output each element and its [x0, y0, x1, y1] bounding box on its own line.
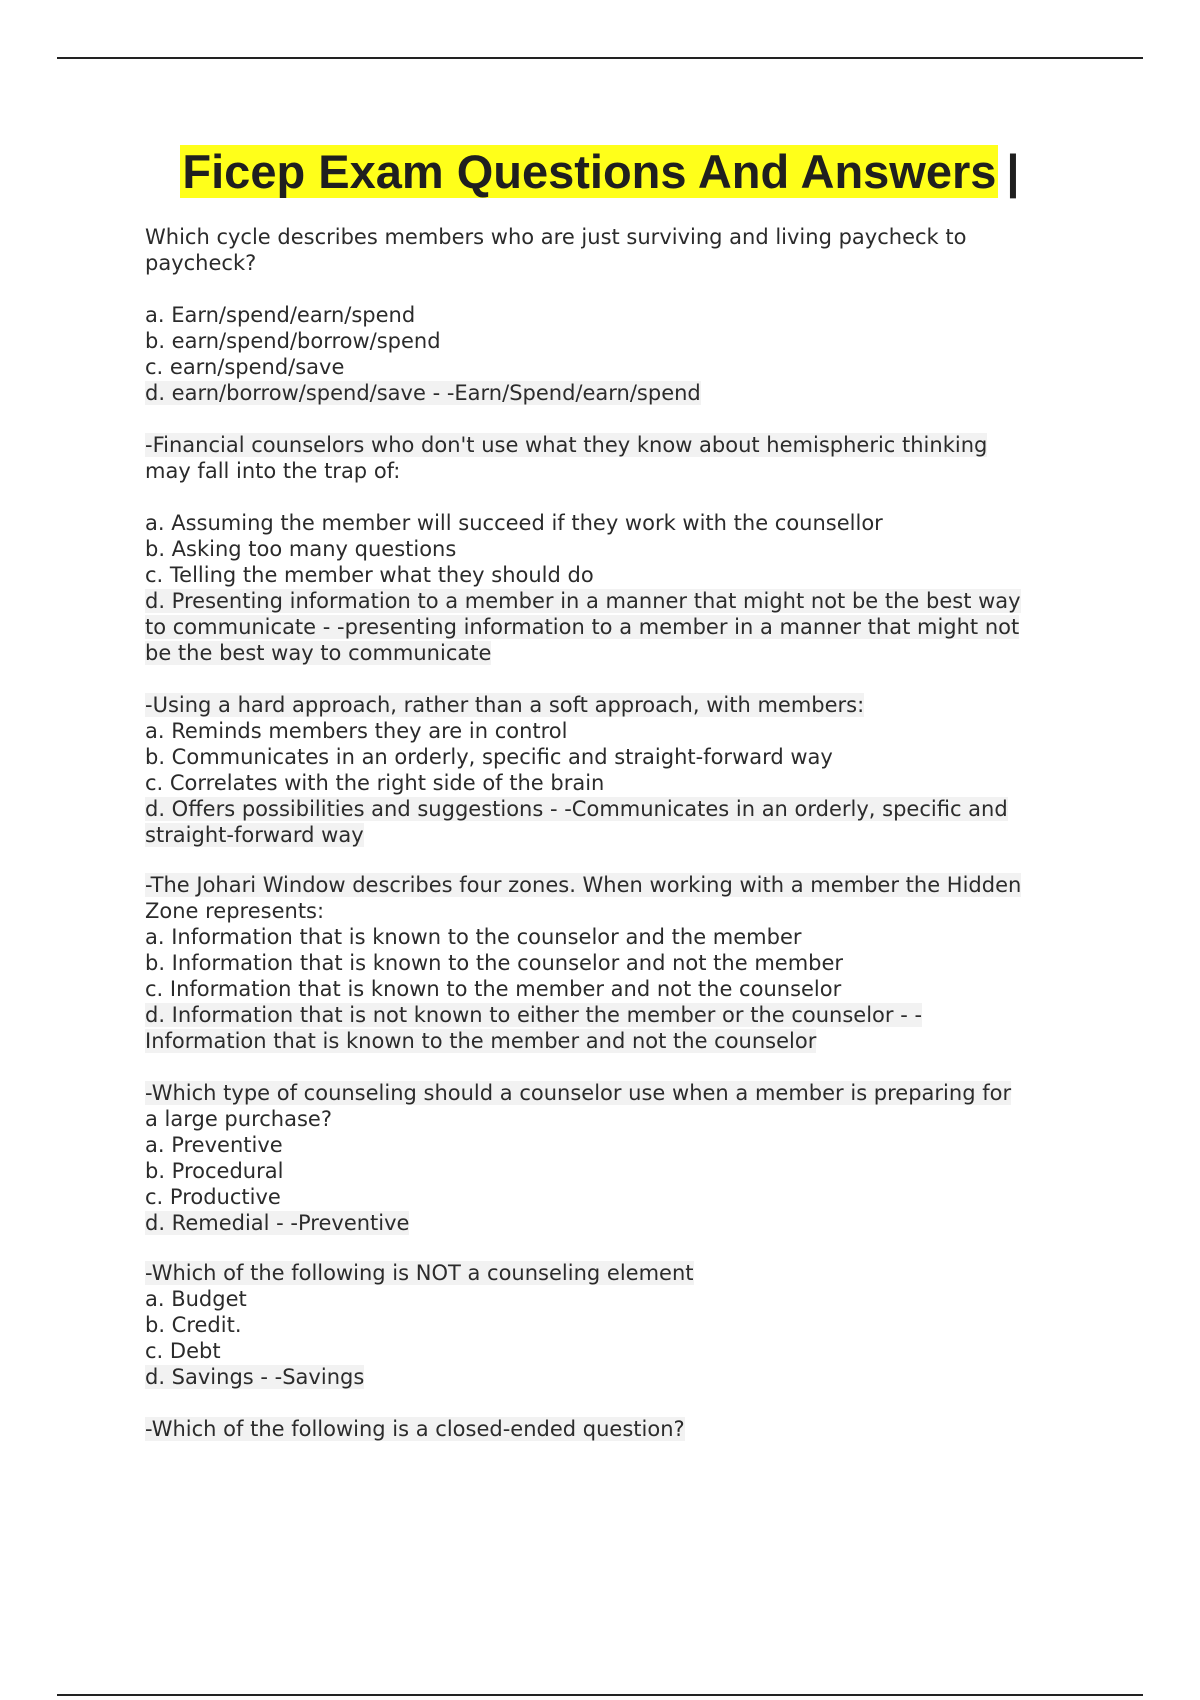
line-text: -Using a hard approach, rather than a soft approach, with members:	[145, 693, 865, 717]
title-highlight: Ficep Exam Questions And Answers	[182, 145, 997, 198]
text-line	[145, 614, 1085, 640]
line-text: c. Telling the member what they should do	[145, 563, 594, 587]
line-text: d. Offers possibilities and suggestions - -Communicates in an orderly, specific and	[145, 797, 1008, 821]
line-text: paycheck?	[145, 251, 257, 275]
title-suffix: |	[1006, 145, 1020, 198]
text-line	[145, 796, 1085, 822]
line-text: b. Information that is known to the counselor and not the member	[145, 951, 844, 975]
line-text: a. Assuming the member will succeed if they work with the counsellor	[145, 511, 883, 535]
text-line	[145, 1260, 1085, 1286]
paragraph-gap	[145, 848, 1085, 872]
text-line	[145, 224, 1085, 250]
text-block	[145, 1080, 1085, 1236]
text-line	[145, 536, 1085, 562]
text-line	[145, 458, 1085, 484]
text-line	[145, 250, 1085, 276]
line-text: c. Debt	[145, 1339, 221, 1363]
text-line	[145, 640, 1085, 666]
text-line	[145, 1210, 1085, 1236]
line-text: Zone represents:	[145, 899, 325, 923]
text-line	[145, 1080, 1085, 1106]
line-text: may fall into the trap of:	[145, 459, 401, 483]
line-text: b. Asking too many questions	[145, 537, 457, 561]
line-text: b. earn/spend/borrow/spend	[145, 329, 441, 353]
text-line	[145, 354, 1085, 380]
line-text: c. Information that is known to the member and not the counselor	[145, 977, 842, 1001]
text-line	[145, 1028, 1085, 1054]
text-line	[145, 924, 1085, 950]
line-text: c. Correlates with the right side of the brain	[145, 771, 605, 795]
paragraph-gap	[145, 276, 1085, 302]
line-text: a. Reminds members they are in control	[145, 719, 568, 743]
text-line	[145, 328, 1085, 354]
bottom-rule	[57, 1694, 1143, 1696]
text-line	[145, 302, 1085, 328]
text-block	[145, 432, 1085, 484]
paragraph-gap	[145, 1236, 1085, 1260]
line-text: -Which of the following is a closed-ended question?	[145, 1417, 685, 1441]
line-text: be the best way to communicate	[145, 641, 492, 665]
line-text: -Financial counselors who don't use what they know about hemispheric thinking	[145, 433, 988, 457]
line-text: c. Productive	[145, 1185, 281, 1209]
text-line	[145, 1184, 1085, 1210]
top-rule	[57, 57, 1143, 59]
text-line	[145, 1364, 1085, 1390]
line-text: b. Credit.	[145, 1313, 242, 1337]
text-block	[145, 692, 1085, 848]
paragraph-gap	[145, 406, 1085, 432]
text-block	[145, 510, 1085, 666]
text-line	[145, 898, 1085, 924]
paragraph-gap	[145, 484, 1085, 510]
line-text: d. Information that is not known to either the member or the counselor - -	[145, 1003, 923, 1027]
text-line	[145, 380, 1085, 406]
line-text: d. Savings - -Savings	[145, 1365, 365, 1389]
text-line	[145, 1158, 1085, 1184]
text-line	[145, 1312, 1085, 1338]
text-line	[145, 822, 1085, 848]
text-line	[145, 1286, 1085, 1312]
text-line	[145, 510, 1085, 536]
text-line	[145, 950, 1085, 976]
paragraph-gap	[145, 666, 1085, 692]
text-line	[145, 432, 1085, 458]
line-text: -The Johari Window describes four zones. When working with a member the Hidden	[145, 873, 1022, 897]
line-text: to communicate - -presenting information to a member in a manner that might not	[145, 615, 1020, 639]
text-line	[145, 872, 1085, 898]
text-block	[145, 872, 1085, 1054]
title-block	[0, 143, 1200, 201]
text-line	[145, 1002, 1085, 1028]
text-line	[145, 1416, 1085, 1442]
line-text: -Which of the following is NOT a counseling element	[145, 1261, 694, 1285]
line-text: b. Procedural	[145, 1159, 284, 1183]
text-block	[145, 1260, 1085, 1390]
line-text: a large purchase?	[145, 1107, 332, 1131]
paragraph-gap	[145, 1054, 1085, 1080]
text-line	[145, 718, 1085, 744]
text-line	[145, 562, 1085, 588]
line-text: -Which type of counseling should a counselor use when a member is preparing for	[145, 1081, 1012, 1105]
text-line	[145, 976, 1085, 1002]
line-text: a. Information that is known to the counselor and the member	[145, 925, 802, 949]
document-title	[180, 143, 1019, 201]
line-text: b. Communicates in an orderly, specific and straight-forward way	[145, 745, 833, 769]
line-text: d. earn/borrow/spend/save - -Earn/Spend/earn/spend	[145, 381, 701, 405]
line-text: Information that is known to the member and not the counselor	[145, 1029, 817, 1053]
line-text: a. Earn/spend/earn/spend	[145, 303, 416, 327]
question-list	[145, 224, 1085, 1442]
paragraph-gap	[145, 1390, 1085, 1416]
text-line	[145, 1338, 1085, 1364]
text-block	[145, 1416, 1085, 1442]
text-line	[145, 1106, 1085, 1132]
text-block	[145, 302, 1085, 380]
line-text: a. Preventive	[145, 1133, 283, 1157]
text-line	[145, 744, 1085, 770]
line-text: a. Budget	[145, 1287, 247, 1311]
line-text: d. Remedial - -Preventive	[145, 1211, 410, 1235]
text-line	[145, 692, 1085, 718]
line-text: d. Presenting information to a member in a manner that might not be the best way	[145, 589, 1021, 613]
line-text: c. earn/spend/save	[145, 355, 345, 379]
text-line	[145, 1132, 1085, 1158]
line-text: straight-forward way	[145, 823, 364, 847]
line-text: Which cycle describes members who are just surviving and living paycheck to	[145, 225, 967, 249]
text-block	[145, 380, 1085, 406]
text-line	[145, 588, 1085, 614]
text-line	[145, 770, 1085, 796]
text-block	[145, 224, 1085, 276]
